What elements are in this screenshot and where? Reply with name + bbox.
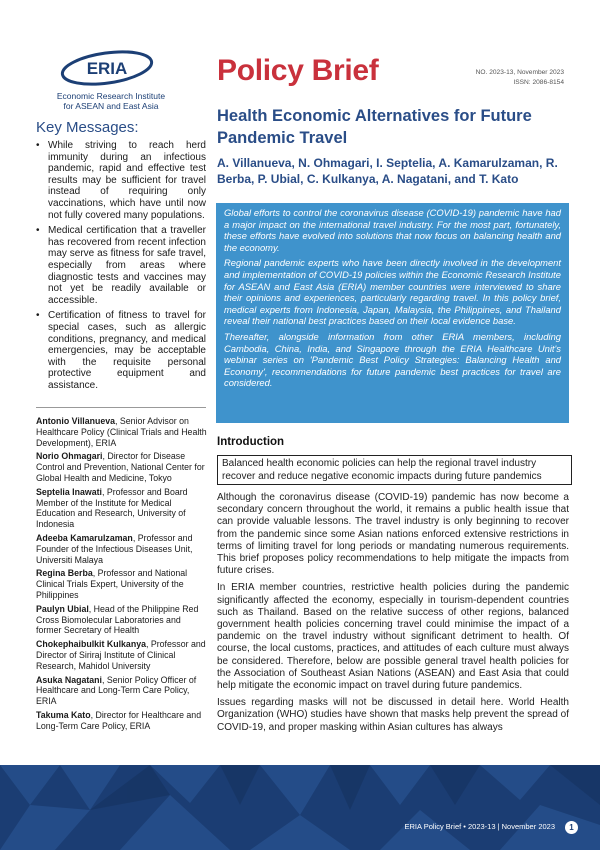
contributor (36, 451, 208, 483)
key-messages-title: Key Messages: (36, 119, 139, 136)
publication-meta (476, 68, 564, 88)
document-title: Health Economic Alternatives for Future Pandemic Travel (217, 107, 532, 147)
footer-text: ERIA Policy Brief • 2023-13 | November 2023 (404, 822, 555, 831)
body-paragraph: Issues regarding masks will not be discussed in detail here. World Health Organization (WHO) studies have shown that masks help prevent the spread of COVID-19, and proper masking within Asian cultures has always (217, 697, 569, 733)
contributor (36, 639, 208, 671)
contributor-list (36, 416, 208, 735)
contributor-role: , Professor and Board Member of the Institute for Medical Education and Research, University of Indonesia (36, 486, 188, 530)
contributor-role: , Professor and National Clinical Trials Expert, University of the Philippines (36, 568, 188, 600)
body-paragraph: Although the coronavirus disease (COVID-19) pandemic has now become a secondary concern throughout the world, it remains a public health issue that can provide valuable lessons. The travel industry is only beginning to recover from the pandemic since some Asian nations enforced extensive restrictions in terms of limiting travel for long periods or mandating numerous requirements. This brief proposes policy recommendations to help mitigate the impacts from future crises. (217, 492, 569, 577)
introduction-callout: Balanced health economic policies can help the regional travel industry recover and reduce negative economic impacts during future pandemics (217, 455, 572, 485)
contributor-name: Regina Berba (36, 568, 93, 579)
key-message-item: • Certification of fitness to travel for special cases, such as allergic conditions, pregnancy, and medical emergencies, may be acceptable with the requisite personal protective equipment and assistance. (36, 310, 206, 391)
introduction-body (217, 492, 569, 739)
issn: ISSN: 2086-8154 (513, 79, 564, 86)
sidebar-divider (36, 407, 206, 408)
contributor-name: Chokephaibulkit Kulkanya (36, 639, 146, 650)
series-title: Policy Brief (217, 54, 379, 87)
key-messages-list (36, 140, 206, 395)
contributor-role: , Senior Advisor on Healthcare Policy (Clinical Trials and Health Development), ERIA (36, 416, 207, 448)
contributor-role: , Professor and Founder of the Infectious Diseases Unit, Universiti Malaya (36, 532, 193, 565)
abstract-paragraph: Thereafter, alongside information from other ERIA members, including Cambodia, China, India, and Singapore through the ERIA Healthcare Unit's webinar series on 'Pandemic Best Policy Strategies: Balancing Health and Economy', recommendations for future pandemic best practices for travel are considered. (224, 330, 561, 389)
contributor-role: , Head of the Philippine Red Cross Biomolecular Laboratories and former Secretary of Health (36, 603, 199, 636)
footer-pattern (0, 765, 600, 850)
org-line-1: Economic Research Institute (56, 91, 166, 101)
abstract-box (216, 203, 569, 423)
eria-logo-icon (57, 46, 167, 90)
contributor-name: Norio Ohmagari (36, 451, 103, 462)
contributor (36, 604, 208, 636)
contributor-role: , Senior Policy Officer of Healthcare and Long-Term Care Policy, ERIA (36, 674, 197, 707)
logo-text: ERIA (86, 59, 128, 78)
author-list: A. Villanueva, N. Ohmagari, I. Septelia, A. Kamarulzaman, R. Berba, P. Ubial, C. Kulkanya, A. Nagatani, and T. Kato (217, 156, 558, 186)
contributor-name: Antonio Villanueva (36, 416, 116, 426)
contributor (36, 416, 208, 448)
introduction-heading: Introduction (217, 436, 285, 448)
page-number: 1 (565, 821, 578, 834)
abstract-paragraph: Regional pandemic experts who have been directly involved in the development and implementation of COVID-19 policies within the Economic Research Institute for ASEAN and East Asia (ERIA) member countries were interviewed to share their opinions and experiences, particularly regarding travel. In this policy brief, medical experts from Indonesia, Japan, Malaysia, the Philippines, and Thailand reveal their national best practices based on their local evidence base. (224, 257, 561, 327)
eria-logo (57, 46, 167, 90)
contributor (36, 675, 208, 707)
key-message-item: • While striving to reach herd immunity during an infectious pandemic, rapid and effective test results may be sufficient for travel instead of requiring only vaccinations, which have until now not fully covered many populations. (36, 140, 206, 221)
publication-number: NO. 2023-13, November 2023 (475, 69, 564, 76)
contributor-name: Takuma Kato (36, 709, 91, 720)
contributor-role: , Director for Healthcare and Long-Term Care Policy, ERIA (36, 709, 202, 731)
contributor-role: , Director for Disease Control and Prevention, National Center for Global Health and Medicine, Tokyo (36, 451, 205, 483)
org-line-2: for ASEAN and East Asia (63, 101, 159, 111)
abstract-paragraph: Global efforts to control the coronavirus disease (COVID-19) pandemic have had a major impact on the international travel industry. For the most part, fortunately, these efforts have evolved into solutions that now focus on balancing health and the economy. (224, 207, 561, 253)
contributor-name: Adeeba Kamarulzaman (36, 532, 133, 543)
contributor-name: Septelia Inawati (36, 486, 102, 497)
body-paragraph: In ERIA member countries, restrictive health policies during the pandemic significantly affected the economy, especially in tourism-dependent countries such as Thailand. Based on the relative success of other regions, balanced government health policies concerning travel could minimise the impact of a pandemic on the travel industry without significant detriment to health. Of course, the local customs, practices, and attitudes of each culture must always be considered. Therefore, below are possible general travel health policies for the Association of Southeast Asian Nations (ASEAN) and East Asia that could help mitigate the economic impact on travel during future pandemics. (217, 582, 569, 692)
contributor-role: , Professor and Director of Siriraj Institute of Clinical Research, Mahidol University (36, 639, 206, 671)
contributor (36, 710, 208, 732)
contributor-name: Paulyn Ubial (36, 603, 89, 614)
contributor (36, 487, 208, 530)
contributor-name: Asuka Nagatani (36, 674, 102, 685)
key-message-item: • Medical certification that a traveller has recovered from recent infection may serve as fitness for safe travel, especially from areas where diagnostic tests and vaccines may not yet be readily available or accessible. (36, 225, 206, 306)
contributor (36, 568, 208, 600)
page-footer (0, 765, 600, 850)
contributor (36, 533, 208, 565)
org-name (36, 91, 186, 111)
